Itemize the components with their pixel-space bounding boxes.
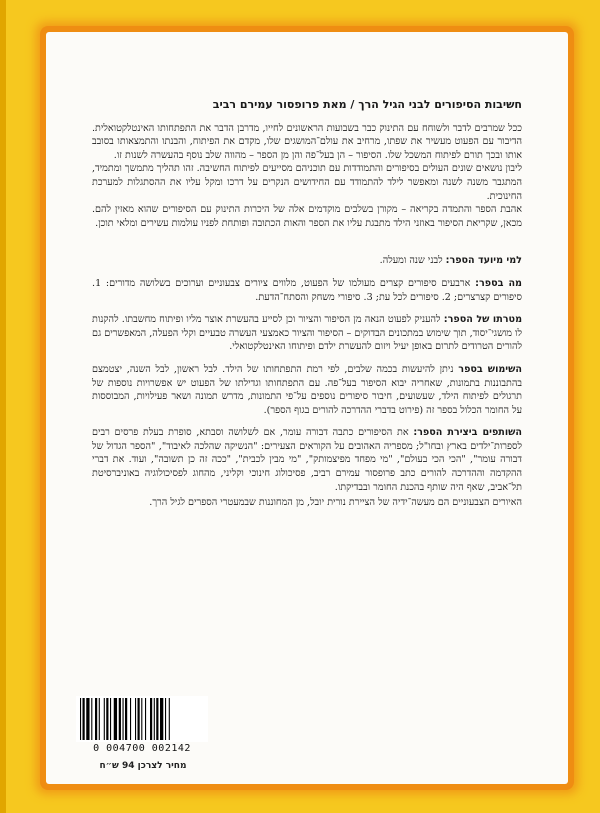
section-contents: מה בספר: ארבעים סיפורים קצרים מעולמו של הפעוט, מלווים ציורים צבעוניים וערוכים בשלושה מדורים: 1. סיפורים קצרצרים; 2. סיפורים לכל עת; 3. סיפורי משחק והסתח־הדעת. [92,277,522,303]
text-block [92,98,522,519]
page-title: חשיבות הסיפורים לבני הגיל הרך / מאת פרופסור עמירם רביב [212,98,522,111]
barcode [76,696,208,742]
intro-paragraph-1: ככל שמרבים לדבר ולשוחח עם התינוק כבר בשבועות הראשונים לחייו, מדרבן הדבר את התפתחותו האינטלקטואלית. הדיבור עם הפעוט מעשיר את שפתו, מרחיב את עולם־המושגים שלו, מקדם את הפיתוח, והבנתו והתמצאותו בסובב אותו ובכך תורם לפיתוח המשכל שלו. הסיפור – הן בעל־פה והן מן הספר – מהווה שלב נוסף בהעשרה לשנות זו. [92,122,522,161]
section-usage: השימוש בספר ניתן להיעשות בכמה שלבים, לפי רמת התפתחותו של הילד. לבל ראשון, לבל השנה, יצטמצם בהתבוננות בתמונות, שאחריה יבוא הסיפור בעל־פה. עם התפתחותו וגדילתו של הפעוט יש אפשרויות נוספות של תרגולים לפיתוח הילד, שעשועים, חיבור סיפורים נוספים על־פי התמונות, מדרש תמונה ושאר פעילויות, המבוססות על החומר הכלול בספר זה (פירוט בדברי ההדרכה להורים בגוף הספר). [92,363,522,416]
section-illustrations: האיורים הצבעוניים הם מעשה־ידיה של הציירת נורית יובל, מן המחוננות שבמעטרי הספרים לגיל הרך. [149,497,522,509]
intro-paragraph-3: אהבת הספר והתמדה בקריאה – מקורן בשלבים מוקדמים אלה של היכרות התינוק עם הסיפורים שהוא מאזין להם. מכאן, שקריאת הסיפור באוזני הילד מתבגת עליו את הספר והאות הכתובה ופותחת לפניו עולמות עשירים ומלאי תוכן. [92,204,522,229]
section-credits: השותפים ביצירת הספר: את הסיפורים כתבה דבורה עומר, אם לשלושה וסבתא, סופרת בעלת פרסים רבים לספרות־ילדים בארץ ובחו"ל; מספריה האהובים על הקוראים הצעירים: "הנשיקה שהלכה לאיבוד", "הספר הגדול של דבורה עומר", "הכי הכי בעולם", "מי מפחד מפיצמותק", "מי מבין לכבית", "ככה זה כן תשובה", ועוד. את דברי ההקדמה וההדרכה להורים כתב פרופסור עמירם רביב, פסיכולוג חינוכי וקליני, מהחוג לפסיכולוגיה באוניברסיטת תל־אביב, שאף היה שותף בהכנת החומר ובבדיקתו. [92,427,522,493]
barcode-number: 0 004700 002142 [93,743,191,754]
section-audience: למי מיועד הספר: לבני שנה ומעלה. [379,255,522,267]
price-label: מחיר לצרכן 94 ש״ח [99,761,187,771]
intro-paragraph-2: ליבון נושאים שונים העולים בסיפורים והתמודדות עם תוכניהם מסייעים לפיתוח החשיבה. זהו תהליך מתמשך ומתמיד, המתגבר משנה לשנה ומאפשר לילד להתמודד עם החידושים הנקרים על דרכו ומקל עליו את ההסתגלות למערכת החינוכית. [92,163,522,202]
section-purpose: מטרתו של הספר: להעניק לפעוט הנאה מן הסיפור והציור וכן לסייע בהעשרת אוצר מליו ופיתוח מחשבתו. להקנות לו מושגי־יסוד, תוך שימוש במתכונים הבדוקים – הסיפור והציור כאמצעי העשרה טבעיים וקלי הפעלה, המאפשרים גם להורים הטרודים לתרום באופן יעיל ויזום להעשרת ילדם ופיתוחו האינטלקטואלי. [92,314,523,353]
